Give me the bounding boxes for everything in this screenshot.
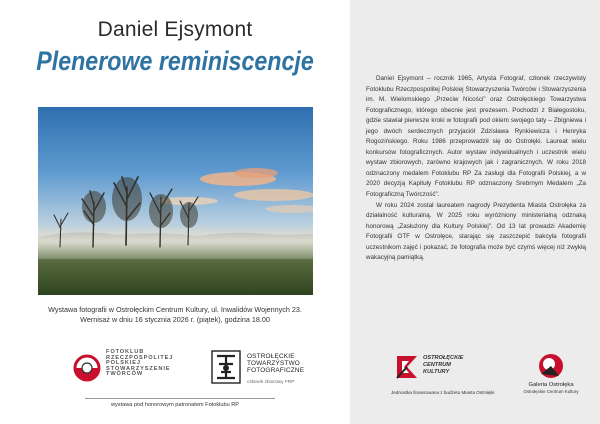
caption-opening: Wernisaż w dniu 16 stycznia 2026 r. (piątek), godzina 18.00 [80,315,270,325]
author-biography [366,74,586,264]
fotoklub-line: FOTOKLUB [106,349,145,355]
author-name: Daniel Ejsymont [97,18,253,41]
exhibition-title: Plenerowe reminiscencje [36,46,314,76]
otf-subtitle: członek zbiorowy FRP [247,380,295,385]
exhibition-caption [10,305,340,326]
otf-name [247,353,304,375]
galeria-title: Galeria Ostrołęka [528,382,574,388]
bio-paragraph: W roku 2024 został laureatem nagrody Prezydenta Miasta Ostrołęka za działalność kulturalną. W 2025 roku wyróżniony ministerialną odznaką honorową „Zasłużony dla Kultury Polskiej". Od 13 lat prowadzi Akademię Fotografii OTF w Ostrołęce, starając się zaszczepić bakcyla fotografii uczestnikom zajęć i pokazać, że fotografia może być czymś więcej niż zwykłą wakacyjną pamiątką. [366,201,586,262]
fotoklub-line: TWÓRCÓW [106,371,144,378]
okk-name [423,355,463,376]
fotoklub-line: STOWARZYSZENIE [106,365,171,372]
galeria-subtitle: Ostrołęckie Centrum Kultury [523,389,579,394]
caption-venue: Wystawa fotografii w Ostrołęckim Centrum Kultury, ul. Inwalidów Wojennych 23. [48,305,302,314]
fotoklub-line: POLSKIEJ [106,360,141,367]
misty-field-trees-image [38,107,313,295]
fotoklub-emblem-icon [72,353,102,383]
okk-logo [393,352,493,404]
okk-line: KULTURY [423,369,450,375]
fotoklub-name [106,350,173,378]
otf-line: OSTROŁĘCKIE [247,353,295,360]
otf-emblem-icon [211,350,241,384]
fotoklub-line: RZECZPOSPOLITEJ [106,354,174,361]
otf-line: FOTOGRAFICZNE [247,367,305,375]
patronage-note: wystawa pod honorowym patronatem Fotoklubu RP [110,402,240,408]
galeria-emblem-icon [537,352,565,380]
footer-divider [85,398,275,399]
okk-emblem-icon [393,352,421,382]
okk-subtitle: Jednostka finansowana z budżetu Miasta Ostrołęki [391,390,495,395]
galeria-ostroleka-logo [508,352,594,404]
bio-paragraph: Daniel Ejsymont – rocznik 1965, Artysta Fotograf, członek rzeczywisty Fotoklubu Rzeczpospolitej Polskiej Stowarzyszenia Twórców i Stowarzyszenia im. M. Wielomskiego „Przeciw Nicości" oraz Ostrołęckiego Towarzystwa Fotograficznego, którego obecnie jest prezesem. Pochodzi z Białegostoku, gdzie stawiał pierwsze kroki w fotografii pod okiem swojego taty – Zbigniewa i jego dwóch serdecznych przyjaciół Zdzisława Rynkiewicza i Henryka Rogozińskiego. Roku 1986 przeprowadził się do Ostrołęki. Laureat wielu konkursów fotograficznych. Autor wystaw indywidualnych i uczestnik wielu wystaw zbiorowych, zarówno krajowych jak i zagranicznych. W roku 2018 odznaczony medalem Fotoklubu RP Za zasługi dla Fotografii Polskiej, a w 2020 decyzją Kapituły Fotoklubu RP odznaczony Srebrnym Medalem „Za Fotograficzną Twórczość". [366,75,586,199]
landscape-photo [38,107,313,295]
okk-line: CENTRUM [423,362,451,368]
fotoklub-rp-logo [72,350,182,384]
okk-line: OSTROŁĘCKIE [423,355,464,361]
otf-line: TOWARZYSTWO [247,360,300,368]
otf-logo [211,350,331,386]
